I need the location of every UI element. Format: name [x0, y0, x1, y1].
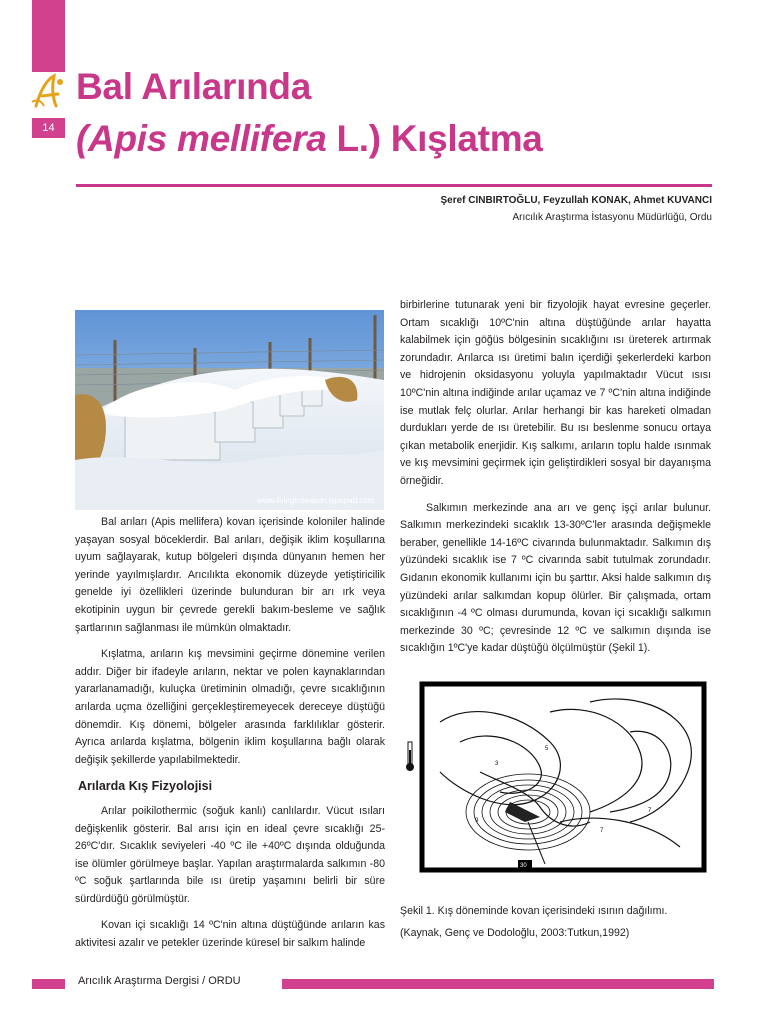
title-species-name: (Apis mellifera [76, 118, 327, 159]
article-title-line1: Bal Arılarında [76, 66, 311, 107]
section-heading: Arılarda Kış Fizyolojisi [78, 779, 213, 794]
beehives-in-snow-photo [75, 310, 384, 510]
scale-label: 30 [520, 863, 527, 869]
contour-map [400, 672, 712, 882]
figure-caption-title: Şekil 1. Kış döneminde kovan içerisindeki ısının dağılımı. [400, 905, 668, 917]
paragraph: Bal arıları (Apis mellifera) kovan içerisinde koloniler halinde yaşayan sosyal böceklerdir. Bal arıları, değişik iklim koşullarına uyum sağlayarak, kutup bölgeleri dışında dünyanın hemen her yerinde yayılmışlardır. Arıcılıkta ekonomik düzeyde yetiştiricilik genelde iyi özellikleri üzerinde bulunduran bir arı ırk veya ekotipinin uygun bir çevrede gerekli bakım-besleme ve sağlık şartlarının sağlanması ile mümkün olmaktadır. [75, 516, 385, 634]
paragraph: Kışlatma, arıların kış mevsimini geçirme dönemine verilen addır. Diğer bir ifadeyle arıların, nektar ve polen kaynaklarından yararlanamadığı, kuluçka üretiminin olmadığı, çevre sıcaklığının arılarda uçma özelliğini gerçekleştiremeyecek dereceye düştüğü dönemdir. Kış dönemi, bölgeler arasında farklılıklar gösterir. Ayrıca arılarda kışlatma, bölgenin iklim koşullarına bağlı olarak değişik şekillerde yapılabilmektedir. [75, 648, 385, 766]
paragraph: birbirlerine tutunarak yeni bir fizyolojik hayat evresine geçerler. Ortam sıcaklığı 10ºC'nin altına düştüğünde arılar hayatta kalabilmek için göğüs bölgesinin sıcaklığını ısı üreterek artırmak zorundadır. Arılarca ısı üretimi balın içerdiği şekerlerdeki karbon ve hidrojenin oksidasyonu yoluyla yapılmaktadır Vücut ısısı 10ºC'nin altına indiğinde arılar uçamaz ve 7 ºC'nin altına indiğinde ise mutlak felç olurlar. Arılar herhangi bir kas hareketi olmadan durdukları yerde de ısı üretebilir. Bu ısı beslenme sonucu ortaya çıkan metabolik enerjidir. Kış salkımı, arıların toplu halde ısınmak ve kış mevsimini geçirmek için geliştirdikleri sosyal bir dayanışma örneğidir. [400, 299, 711, 487]
paragraph: Arılar poikilothermic (soğuk kanlı) canlılardır. Vücut ısıları değişkenlik gösterir. Bal arısı için en ideal çevre sıcaklığı 25-26ºC'dır. Sıcaklık seviyeleri -40 ºC ile +40ºC dışında olduğunda ise ölümler görülmeye başlar. Yapılan araştırmalarda salkımın -80 ºC soğuk şartlarında bile ısı üretip yaşamını belirli bir süre sürdürdüğü görülmüştür. [75, 804, 385, 905]
thermometer-icon [406, 742, 414, 771]
paragraph: Kovan içi sıcaklığı 14 ºC'nin altına düştüğünde arıların kas aktivitesi azalır ve petekler üzerinde küresel bir salkım halinde [75, 919, 385, 950]
hive-temperature-contour-figure [400, 672, 712, 882]
top-accent-bar [32, 0, 65, 72]
right-column [400, 297, 711, 667]
contour-label: 3 [495, 761, 499, 767]
journal-logo-icon [30, 72, 70, 112]
title-rule [76, 184, 712, 187]
contour-label: 5 [545, 746, 549, 752]
footer-journal-name: Arıcılık Araştırma Dergisi / ORDU [78, 975, 241, 987]
figure-caption [400, 900, 667, 944]
contour-label: 7 [600, 828, 604, 834]
contour-label: 9 [475, 818, 479, 824]
figure-caption-source: (Kaynak, Genç ve Dodoloğlu, 2003:Tutkun,1992) [400, 927, 630, 939]
footer-accent-right [282, 979, 714, 989]
authors: Şeref CINBIRTOĞLU, Feyzullah KONAK, Ahmet KUVANCI [440, 195, 712, 206]
title-rest: L.) Kışlatma [326, 118, 543, 159]
photo-watermark: www.livinginseason.typepad.com [257, 496, 375, 505]
page-number: 14 [32, 118, 65, 138]
article-title-line2 [76, 118, 543, 160]
paragraph: Salkımın merkezinde ana arı ve genç işçi arılar bulunur. Salkımın merkezindeki sıcaklık 13-30ºC'ler arasında değişmekle beraber, genellikle 14-16ºC civarında bulunmaktadır. Salkımın dış yüzündeki sıcaklık ise 7 ºC civarında sabit tutulmak zorundadır. Gıdanın ekonomik kullanımı için bu şarttır. Aksi halde salkımın dış yüzündeki arılar salkımdan kopup ölürler. Bir çalışmada, ortam sıcaklığının -4 ºC olması durumunda, kovan içi sıcaklığı salkımın merkezinde 30 ºC; çevresinde 12 ºC ve salkımın dışında ise sıcaklığın 1ºC'ye kadar düştüğü ölçülmüştür (Şekil 1). [400, 501, 711, 655]
photo-illustration [75, 310, 384, 510]
footer-accent-left [32, 979, 65, 989]
contour-label: 7 [648, 808, 652, 814]
left-column [75, 514, 385, 962]
affiliation: Arıcılık Araştırma İstasyonu Müdürlüğü, Ordu [512, 212, 712, 223]
